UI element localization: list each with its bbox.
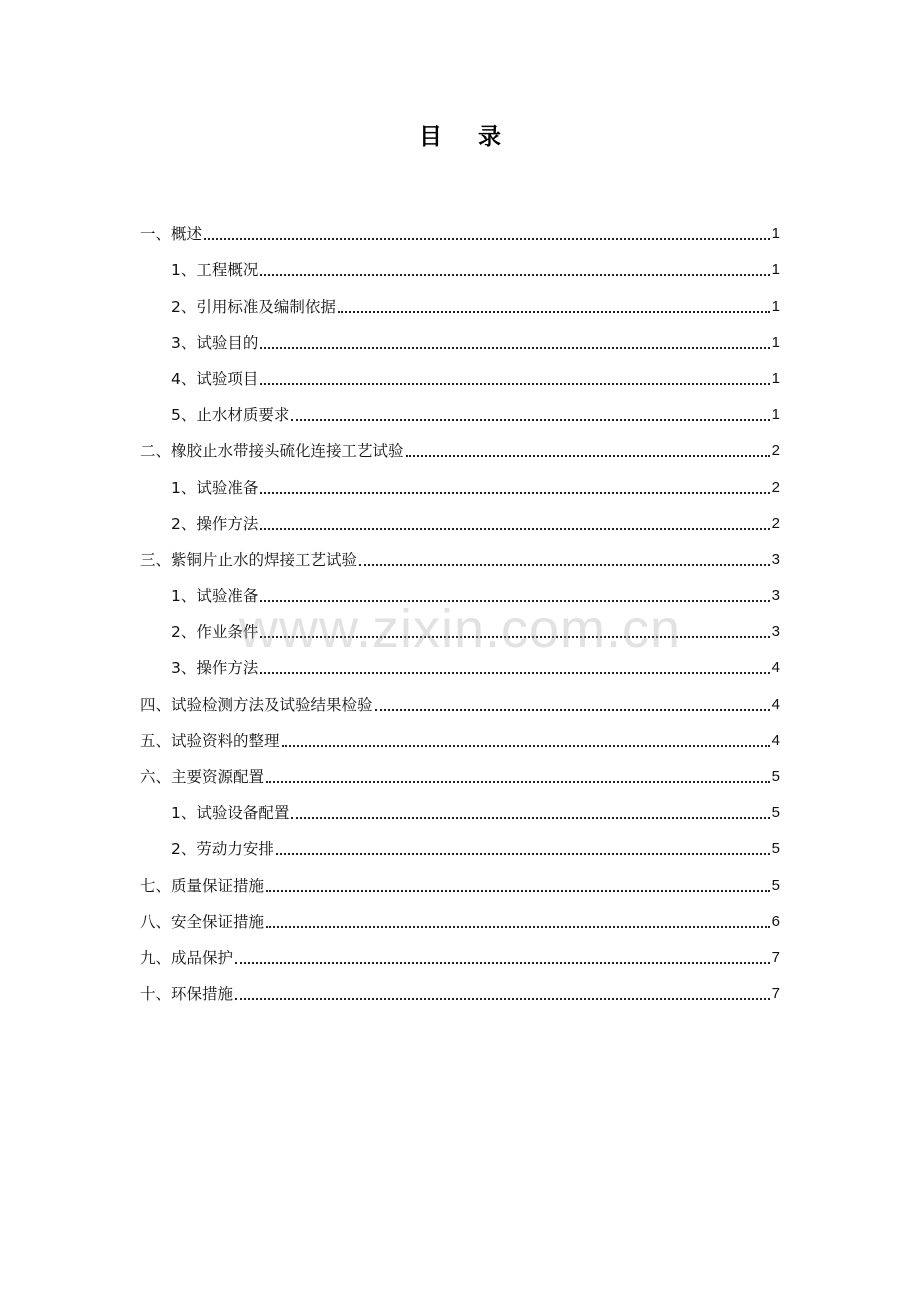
toc-entry-page-number: 1 (771, 261, 780, 279)
toc-entry-page-number: 3 (771, 550, 780, 568)
toc-entry-label: 2、劳动力安排 (171, 840, 274, 859)
toc-entry[interactable] (140, 715, 780, 751)
toc-dot-leader (266, 926, 770, 928)
toc-dot-leader (291, 419, 769, 421)
toc-dot-leader (235, 998, 770, 1000)
toc-entry-page-number: 5 (771, 804, 780, 822)
watermark: www.zixin.com.cn (238, 599, 682, 659)
toc-entry-page-number: 4 (771, 659, 780, 677)
toc-entry-page-number: 1 (771, 225, 780, 243)
toc-entry-label: 九、成品保护 (140, 948, 234, 967)
toc-entry-label: 五、试验资料的整理 (140, 731, 280, 750)
toc-dot-leader (260, 492, 769, 494)
toc-entry-label: 十、环保措施 (140, 985, 234, 1004)
toc-entry-label: 1、试验设备配置 (171, 804, 290, 823)
toc-entry[interactable] (140, 859, 780, 895)
toc-entry-label: 2、引用标准及编制依据 (171, 297, 336, 316)
toc-entry-page-number: 4 (771, 731, 780, 749)
toc-dot-leader (406, 455, 770, 457)
toc-list (140, 208, 780, 1004)
toc-entry[interactable] (140, 570, 780, 606)
toc-entry[interactable] (140, 208, 780, 244)
toc-entry[interactable] (140, 932, 780, 968)
toc-dot-leader (204, 238, 770, 240)
toc-dot-leader (338, 311, 770, 313)
toc-dot-leader (359, 564, 770, 566)
toc-entry-label: 七、质量保证措施 (140, 876, 265, 895)
toc-entry-label: 4、试验项目 (171, 369, 259, 388)
toc-entry-page-number: 4 (771, 695, 780, 713)
toc-entry[interactable] (140, 968, 780, 1004)
toc-dot-leader (291, 817, 769, 819)
toc-entry-label: 1、试验准备 (171, 587, 259, 606)
toc-entry-label: 2、操作方法 (171, 514, 259, 533)
toc-entry-page-number: 2 (771, 514, 780, 532)
toc-entry-label: 四、试验检测方法及试验结果检验 (140, 695, 373, 714)
toc-dot-leader (266, 781, 770, 783)
toc-entry-label: 三、紫铜片止水的焊接工艺试验 (140, 550, 358, 569)
toc-entry[interactable] (140, 606, 780, 642)
toc-entry-label: 1、试验准备 (171, 478, 259, 497)
toc-entry-label: 六、主要资源配置 (140, 768, 265, 786)
toc-entry-label: 3、试验目的 (171, 333, 259, 352)
toc-entry-page-number: 1 (771, 406, 780, 424)
page-title: 目 录 (418, 123, 515, 150)
toc-entry-page-number: 2 (771, 442, 780, 460)
toc-entry-page-number: 1 (771, 369, 780, 387)
toc-entry-page-number: 3 (771, 587, 780, 605)
toc-entry-label: 二、橡胶止水带接头硫化连接工艺试验 (140, 442, 404, 461)
toc-entry-page-number: 7 (771, 948, 780, 966)
toc-entry[interactable] (140, 823, 780, 859)
toc-entry-page-number: 3 (771, 623, 780, 641)
toc-entry[interactable] (140, 317, 780, 353)
toc-entry-page-number: 5 (771, 768, 780, 785)
toc-entry-page-number: 7 (771, 985, 780, 1003)
toc-dot-leader (260, 636, 769, 638)
toc-dot-leader (282, 745, 770, 747)
toc-dot-leader (260, 383, 769, 385)
toc-entry[interactable] (140, 787, 780, 823)
toc-entry[interactable] (140, 896, 780, 932)
toc-dot-leader (375, 709, 770, 711)
toc-entry[interactable] (140, 498, 780, 534)
toc-entry-page-number: 5 (771, 840, 780, 858)
toc-entry[interactable] (140, 461, 780, 497)
toc-entry-page-number: 2 (771, 478, 780, 496)
toc-entry-page-number: 1 (771, 297, 780, 315)
toc-dot-leader (260, 528, 769, 530)
toc-dot-leader (260, 274, 769, 276)
toc-dot-leader (260, 672, 769, 674)
toc-entry[interactable] (140, 244, 780, 280)
toc-entry[interactable] (140, 751, 780, 787)
toc-entry-label: 1、工程概况 (171, 261, 259, 280)
toc-entry-page-number: 6 (771, 912, 780, 930)
toc-dot-leader (235, 962, 770, 964)
toc-entry[interactable] (140, 534, 780, 570)
toc-entry[interactable] (140, 678, 780, 714)
toc-dot-leader (266, 890, 770, 892)
toc-entry[interactable] (140, 389, 780, 425)
toc-dot-leader (260, 347, 769, 349)
toc-entry-label: 5、止水材质要求 (171, 406, 290, 425)
toc-entry-page-number: 1 (771, 333, 780, 351)
toc-entry-page-number: 5 (771, 876, 780, 894)
toc-entry-label: 3、操作方法 (171, 659, 259, 678)
toc-entry-label: 一、概述 (140, 225, 203, 244)
toc-entry-label: 2、作业条件 (171, 623, 259, 642)
toc-dot-leader (276, 853, 770, 855)
toc-dot-leader (260, 600, 769, 602)
toc-entry[interactable] (140, 353, 780, 389)
toc-entry[interactable] (140, 425, 780, 461)
toc-entry[interactable] (140, 642, 780, 678)
toc-entry-label: 八、安全保证措施 (140, 912, 265, 931)
toc-entry[interactable] (140, 280, 780, 316)
